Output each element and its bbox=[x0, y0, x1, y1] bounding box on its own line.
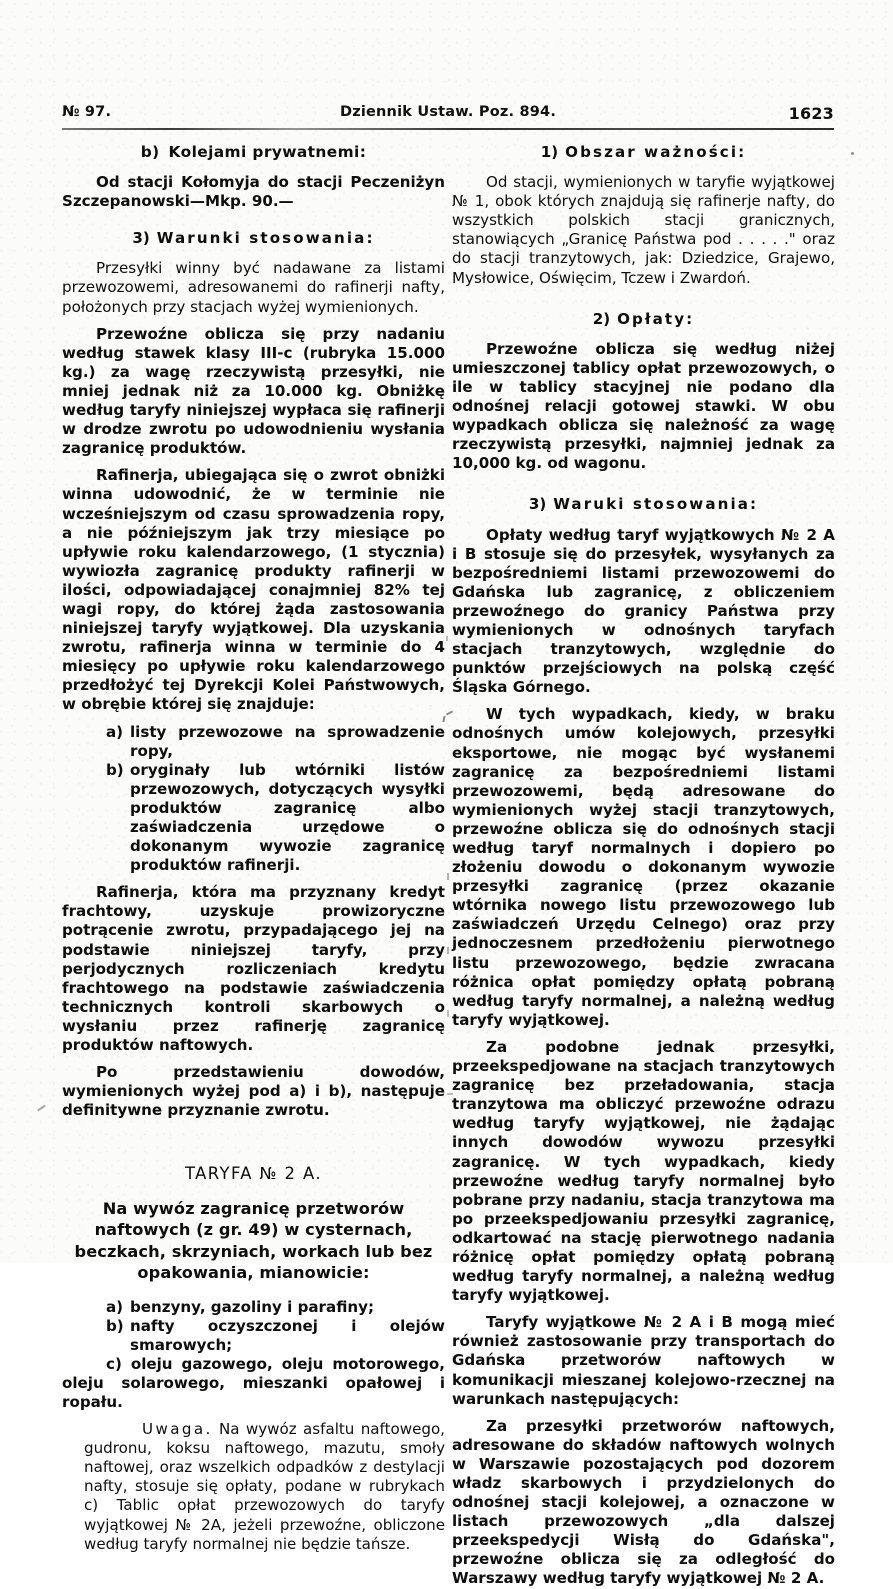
scan-artifact bbox=[447, 1010, 449, 1017]
list-item-text: benzyny, gazoliny i parafiny; bbox=[130, 1297, 374, 1316]
list-item bbox=[62, 1355, 445, 1412]
paragraph-taryfy-wyjatkowe: Taryfy wyjątkowe № 2 A i B mogą mieć również zastosowanie przy transportach do Gdańska przetworów naftowych w komunikacji mieszanej kolejowo-rzecznej na warunkach następujących: bbox=[452, 1313, 835, 1408]
heading-3-mark: 3) bbox=[132, 229, 150, 248]
scan-artifact bbox=[447, 873, 449, 880]
heading-3r-mark: 3) bbox=[528, 495, 547, 514]
list-item-text: oryginały lub wtórniki listów przewozowych, dotyczących wysyłki produktów zagranicę albo zaświadczenia urzędowe o dokonanym wywozie zagranicę produktów rafinerji. bbox=[130, 760, 445, 875]
scan-artifact bbox=[447, 947, 449, 954]
page-number: 1623 bbox=[788, 104, 834, 123]
paragraph-przesylki-winny: Przesyłki winny być nadawane za listami przewozowemi, adresowanemi do rafinerji nafty, położonych przy stacjach wyżej wymienionych. bbox=[62, 259, 445, 316]
paragraph-od-stacji-wymienionych: Od stacji, wymienionych w taryfie wyjątkowej № 1, obok których znajdują się rafinerje nafty, do wszystkich polskich stacji granicznych, stanowiących „Granicę Państwa pod . . . . ." oraz do stacji tranzytowych, jak: Dziedzice, Grajewo, Mysłowice, Oświęcim, Tczew i Zwardoń. bbox=[452, 173, 835, 287]
heading-3r-text: Waruki stosowania: bbox=[553, 495, 759, 514]
scan-artifact bbox=[37, 1105, 46, 1112]
list-item-mark: b) bbox=[106, 760, 124, 779]
heading-3-text: Warunki stosowania: bbox=[156, 229, 375, 248]
heading-b-kolejami bbox=[62, 143, 445, 162]
paragraph-za-przesylki-przetworow: Za przesyłki przetworów naftowych, adresowane do składów naftowych wolnych w Warszawie pozostających pod dozorem władz skarbowych i przydzielonych do odnośnej stacji kolejowej, a oznaczone w listach przewozowych „dla dalszej przeekspedycji Wisłą do Gdańska", przewoźne oblicza się za odległość do Warszawy według taryfy wyjątkowej № 2 A. bbox=[452, 1416, 835, 1588]
heading-1-mark: 1) bbox=[540, 143, 559, 161]
heading-b-mark: b) bbox=[140, 143, 160, 161]
heading-obszar-waznosci bbox=[452, 143, 835, 162]
taryfa-lead: Na wywóz zagranicę przetworów naftowych (z gr. 49) w cysternach, beczkach, skrzyniach, workach lub bez opakowania, mianowicie: bbox=[74, 1198, 433, 1282]
list-item-mark: c) bbox=[106, 1354, 122, 1373]
list-item bbox=[62, 761, 445, 876]
list-item bbox=[62, 1298, 445, 1317]
running-head bbox=[62, 104, 834, 124]
list-item-mark: b) bbox=[106, 1316, 124, 1335]
scan-artifact bbox=[851, 152, 854, 155]
heading-2-text: Opłaty: bbox=[617, 309, 695, 328]
publication-title: Dziennik Ustaw. Poz. 894. bbox=[339, 104, 557, 120]
paragraph-stacja-kolomyja: Od stacji Kołomyja do stacji Peczeniżyn Szczepanowski—Mkp. 90.— bbox=[62, 173, 445, 211]
heading-1-text: Obszar ważności: bbox=[565, 143, 747, 161]
paragraph-rafinerja-ubiegajaca: Rafinerja, ubiegająca się o zwrot obniżki winna udowodnić, że w terminie nie wcześniejszym od czasu sprowadzenia ropy, a nie późniejszym jak trzy miesiące po upływie roku kalendarzowego, (1 stycznia) wywiozła zagranicę produkty rafinerji w ilości, odpowiadającej conajmniej 82% tej wagi ropy, do której żąda zastosowania niniejszej taryfy wyjątkowej. Dla uzyskania zwrotu, rafinerja winna w terminie do 4 miesięcy po upływie roku kalendarzowego przedłożyć tej Dyrekcji Kolei Państwowych, w obrębie której się znajduje: bbox=[62, 466, 445, 714]
right-column bbox=[452, 143, 835, 1589]
heading-waruki-stosowania bbox=[452, 495, 835, 514]
issue-number: № 97. bbox=[62, 104, 112, 120]
paragraph-po-przedstawieniu: Po przedstawieniu dowodów, wymienionych wyżej pod a) i b), następuje definitywne przyznanie zwrotu. bbox=[62, 1063, 445, 1120]
scan-artifact bbox=[446, 636, 448, 641]
left-column bbox=[62, 143, 445, 1554]
paragraph-przewozne-wedlug-tablicy: Przewoźne oblicza się według niżej umieszczonej tablicy opłat przewozowych, o ile w tablicy stacyjnej nie podano dla odnośnej relacji gotowej stawki. W obu wypadkach oblicza się należność za wagę rzeczywistą przesyłki, najmniej jednak za 10,000 kg. od wagonu. bbox=[452, 339, 835, 473]
heading-oplaty bbox=[452, 310, 835, 329]
uwaga-label: Uwaga. bbox=[142, 1420, 213, 1439]
list-item-text: oleju gazowego, oleju motorowego, oleju solarowego, mieszanki opałowej i ropału. bbox=[62, 1354, 445, 1411]
taryfa-title: TARYFA № 2 A. bbox=[185, 1164, 322, 1184]
paragraph-uwaga bbox=[62, 1420, 445, 1554]
list-item bbox=[62, 1317, 445, 1355]
list-item-mark: a) bbox=[106, 1297, 124, 1316]
uwaga-text: Na wywóz asfaltu naftowego, gudronu, koksu naftowego, mazutu, smoły naftowej, oraz wszelkich odpadków z destylacji nafty, stosuje się opłaty, podane w rubrykach c) Tablic opłat przewozowych do taryfy wyjątkowej № 2A, jeżeli przewoźne, obliczone według taryfy normalnej nie będzie tańsze. bbox=[84, 1420, 445, 1553]
paragraph-w-tych-wypadkach: W tych wypadkach, kiedy, w braku odnośnych umów kolejowych, przesyłki eksportowe, nie mogąc być wysłanemi zagranicę za bezpośredniemi listami przewozowemi, będą adresowane do wymienionych wyżej stacji tranzytowych, przewoźne oblicza się do odnośnych stacji według taryf normalnych i dopiero po złożeniu dowodu o dokonanym wywozie przesyłki zagranicę (przez okazanie wtórnika nowego listu przewozowego lub zaświadczeń Urzędu Celnego) oraz przy jednoczesnem przedłożeniu pierwotnego listu przewozowego, będzie zwracana różnica opłat pomiędzy opłatą pobraną według taryfy normalnej, a należną według taryfy wyjątkowej. bbox=[452, 705, 835, 1029]
list-item-mark: a) bbox=[106, 722, 124, 741]
list-item-text: nafty oczyszczonej i olejów smarowych; bbox=[130, 1316, 445, 1354]
heading-b-text: Kolejami prywatnemi: bbox=[168, 143, 367, 161]
list-item-text: listy przewozowe na sprowadzenie ropy, bbox=[130, 722, 445, 760]
list-item bbox=[62, 723, 445, 761]
paragraph-oplaty-wedlug-taryf: Opłaty według taryf wyjątkowych № 2 A i B stosuje się do przesyłek, wysyłanych za bezpośredniemi listami przewozowemi do Gdańska lub zagranicę, z obliczeniem przewoźnego do granicy Państwa przy wymienionych w odnośnych taryfach stacjach tranzytowych, względnie do punktów przejściowych na polską część Śląska Górnego. bbox=[452, 525, 835, 697]
paragraph-rafinerja-kredyt: Rafinerja, która ma przyznany kredyt frachtowy, uzyskuje prowizoryczne potrącenie zwrotu, przypadającego jej na podstawie niniejszej taryfy, przy perjodycznych rozliczeniach kredytu frachtowego na podstawie zaświadczenia technicznych kontroli skarbowych o wysłaniu przez rafinerję zagranicę produktów naftowych. bbox=[62, 883, 445, 1055]
paragraph-przewozne-oblicza: Przewoźne oblicza się przy nadaniu według stawek klasy III-c (rubryka 15.000 kg.) za wagę rzeczywistą przesyłki, nie mniej jednak niż za 10.000 kg. Obniżkę według taryfy niniejszej wypłaca się rafinerji w drodze zwrotu po udowodnieniu wysłania zagranicę produktów. bbox=[62, 324, 445, 458]
heading-2-mark: 2) bbox=[592, 309, 611, 328]
heading-warunki-stosowania bbox=[62, 229, 445, 248]
paragraph-za-podobne-jednak: Za podobne jednak przesyłki, przeekspedjowane na stacjach tranzytowych zagranicę bez przeładowania, stacja tranzytowa ma obliczyć przewoźne odrazu według taryfy wyjątkowej, nie żądając innych dowodów wywozu przesyłki zagranicę. W tych wypadkach, kiedy przewoźne według taryfy normalnej było pobrane przy nadaniu, stacja tranzytowa ma po przeekspedjowaniu przesyłki zagranicę, odkartować na stację pierwotnego nadania różnicę opłat pomiędzy opłatą pobraną według taryfy normalnej, a należną według taryfy wyjątkowej. bbox=[452, 1037, 835, 1305]
header-rule bbox=[62, 128, 834, 130]
